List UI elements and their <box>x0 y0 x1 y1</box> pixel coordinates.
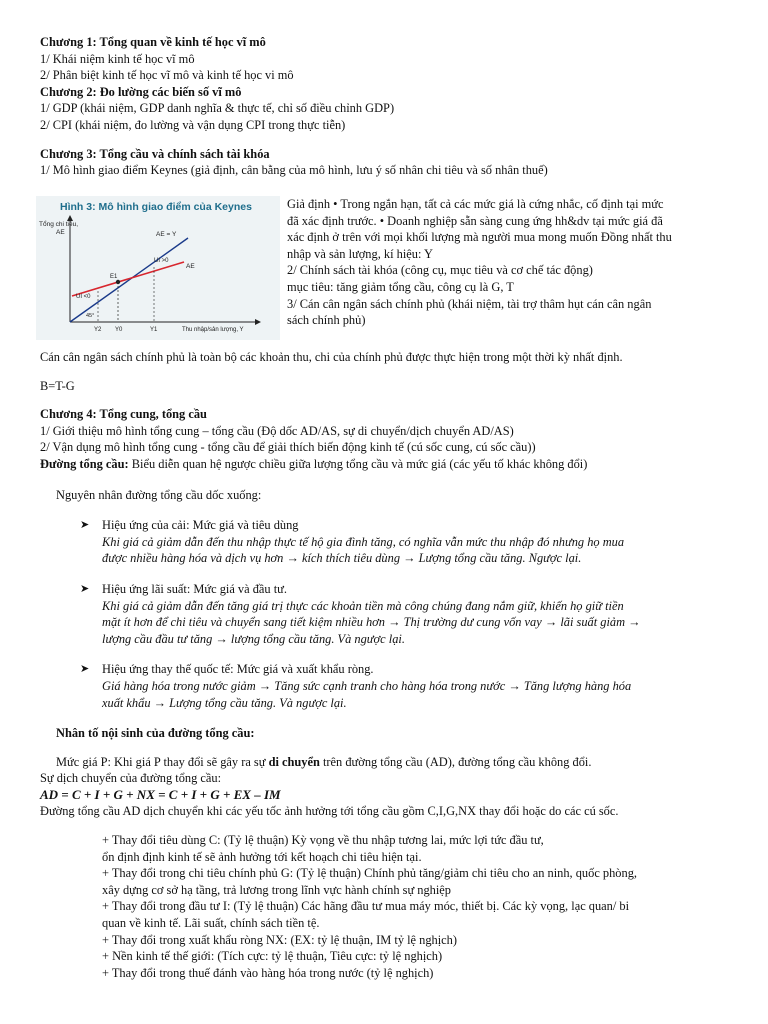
ad-curve-definition: Biểu diễn quan hệ ngược chiều giữa lượng tổng cầu và mức giá (các yếu tố khác không đổi) <box>128 456 588 471</box>
cause-heading: Nguyên nhân đường tổng cầu dốc xuống: <box>56 487 262 502</box>
keynes-side-text <box>287 196 737 329</box>
factor-line: + Thay đổi tiêu dùng C: (Tỷ lệ thuận) Kỳ vọng về thu nhập tương lai, mức lợi tức đầu tư, <box>102 833 544 848</box>
chapter-2-item: 2/ CPI (khái niệm, đo lường và vận dụng CPI trong thực tiễn) <box>40 117 346 132</box>
ad-formula: AD = C + I + G + NX = C + I + G + EX – IM <box>40 786 281 802</box>
effect-line: Khi giá cả giảm dẫn đến tăng giá trị thực các khoản tiền mà công chúng đang nắm giữ, khiến họ giữ tiền <box>102 598 624 613</box>
effect-line: được nhiều hàng hóa và dịch vụ hơn → kích thích tiêu dùng → Lượng tổng cầu tăng. Ngược lại. <box>102 551 582 566</box>
chapter-4-item: 2/ Vận dụng mô hình tổng cung - tổng cầu để giải thích biến động kinh tế (cú sốc cung, cú sốc cầu)) <box>40 440 536 455</box>
keynes-cross-chart <box>36 196 280 340</box>
side-line: mục tiêu: tăng giảm tổng cầu, công cụ là G, T <box>287 279 514 294</box>
chapter-1-item: 1/ Khái niệm kinh tế học vĩ mô <box>40 51 195 66</box>
chapter-3-item: 1/ Mô hình giao điểm Keynes (giả định, cân bằng của mô hình, lưu ý số nhân chi tiêu và số nhân thuế) <box>40 163 548 178</box>
figure-ylabel: Tổng chi tiêu, <box>39 221 79 228</box>
endogenous-heading: Nhân tố nội sinh của đường tổng cầu: <box>56 726 255 741</box>
side-line: sách chính phủ) <box>287 313 366 328</box>
side-line: Giả định • Trong ngắn hạn, tất cả các mức giá là cứng nhắc, cố định tại mức <box>287 197 664 211</box>
effect-line: Giá hàng hóa trong nước giảm → Tăng sức cạnh tranh cho hàng hóa trong nước → Tăng lượng hàng hóa <box>102 678 632 693</box>
effect-item <box>40 661 740 711</box>
effect-title: Hiệu ứng của cải: Mức giá và tiêu dùng <box>102 518 299 533</box>
effect-item <box>40 581 740 647</box>
chapter-2-item: 1/ GDP (khái niệm, GDP danh nghĩa & thực tế, chỉ số điều chỉnh GDP) <box>40 101 395 116</box>
effect-line: Khi giá cả giảm dẫn đến thu nhập thực tế hộ gia đình tăng, có nghĩa vẫn mức thu nhập đó nhưng họ mua <box>102 534 625 549</box>
label-xaxis: Thu nhập/sản lượng, Y <box>182 327 244 333</box>
effect-line: lượng cầu đầu tư tăng → lượng tổng cầu tăng. Và ngược lại. <box>102 631 405 646</box>
chapter-1-title: Chương 1: Tổng quan về kinh tế học vĩ mô <box>40 35 266 49</box>
arrow-bullet-icon: ➤ <box>80 519 90 532</box>
effect-item <box>40 517 740 567</box>
factor-line: + Thay đổi trong thuế đánh vào hàng hóa trong nước (tỷ lệ nghịch) <box>102 965 434 980</box>
label-ui-positive: UI >0 <box>154 258 169 264</box>
factor-line: + Nền kinh tế thế giới: (Tích cực: tỷ lệ thuận, Tiêu cực: tỷ lệ nghịch) <box>102 949 443 964</box>
label-angle: 45° <box>86 313 95 319</box>
factor-line: quan về kinh tế. Lãi suất, chính sách tiền tệ. <box>102 916 320 931</box>
side-line: nhập và sản lượng, kí hiệu: Y <box>287 246 433 261</box>
price-text-a: Mức giá P: Khi giá P thay đổi sẽ gây ra sự <box>56 754 269 769</box>
shift-definition: Đường tổng cầu AD dịch chuyển khi các yếu tốc ảnh hưởng tới tổng cầu gồm C,I,G,NX thay đổi hoặc do các cú sốc. <box>40 804 619 819</box>
chapter-3-title: Chương 3: Tổng cầu và chính sách tài khóa <box>40 146 270 161</box>
price-text-c: trên đường tổng cầu (AD), đường tổng cầu không đổi. <box>319 754 592 769</box>
effect-line: xuất khẩu → Lượng tổng cầu tăng. Và ngược lại. <box>102 695 347 710</box>
side-line: xác định ở trên với mọi khối lượng mà người mua mong muốn Đồng nhất thu <box>287 230 672 245</box>
chapter-4-section <box>40 349 740 981</box>
label-y2: Y2 <box>94 327 102 333</box>
label-ae-eq-y: AE = Y <box>156 231 177 238</box>
factor-line: + Thay đổi trong đầu tư I: (Tỷ lệ thuận) Các hãng đầu tư mua máy móc, thiết bị. Các kỳ vọng, lạc quan/ bi <box>102 899 630 914</box>
chapter-2-title: Chương 2: Đo lường các biến số vĩ mô <box>40 84 242 99</box>
effect-line: mặt ít hơn để chi tiêu và chuyển sang tiết kiệm nhiều hơn → Thị trường dư cung vốn vay → lãi suất giảm → <box>102 615 641 630</box>
top-section <box>40 34 740 179</box>
budget-formula: B=T-G <box>40 378 75 393</box>
price-text-b: di chuyển <box>268 754 320 769</box>
chapter-4-title: Chương 4: Tổng cung, tổng cầu <box>40 407 207 422</box>
label-ui-negative: UI <0 <box>76 294 91 300</box>
effect-title: Hiệu ứng thay thế quốc tế: Mức giá và xuất khẩu ròng. <box>102 662 374 677</box>
ad-curve-label: Đường tổng cầu: <box>40 456 129 471</box>
budget-definition: Cán cân ngân sách chính phủ là toàn bộ các khoản thu, chi của chính phủ được thực hiện trong một thời kỳ nhất định. <box>40 350 623 364</box>
chapter-4-item: 1/ Giới thiệu mô hình tổng cung – tổng cầu (Độ dốc AD/AS, sự di chuyển/dịch chuyển AD/AS) <box>40 423 514 438</box>
arrow-bullet-icon: ➤ <box>80 663 90 676</box>
factor-line: + Thay đổi trong xuất khẩu ròng NX: (EX: tỷ lệ thuận, IM tỷ lệ nghịch) <box>102 932 458 947</box>
label-y1: Y1 <box>150 327 158 333</box>
effect-title: Hiệu ứng lãi suất: Mức giá và đầu tư. <box>102 581 287 596</box>
factor-line: xây dựng cơ sở hạ tầng, trả lương trong lĩnh vực hành chính sự nghiệp <box>102 882 451 897</box>
side-line: 2/ Chính sách tài khóa (công cụ, mục tiêu và cơ chế tác động) <box>287 263 593 278</box>
side-line: 3/ Cán cân ngân sách chính phủ (khái niệm, tài trợ thâm hụt cán cân ngân <box>287 296 652 311</box>
factor-line: ổn định định kinh tế sẽ ảnh hưởng tới kết hoạch chi tiêu hiện tại. <box>102 849 422 864</box>
price-line <box>40 754 740 771</box>
chapter-1-item: 2/ Phân biệt kinh tế học vĩ mô và kinh tế học vi mô <box>40 68 294 83</box>
arrow-bullet-icon: ➤ <box>80 582 90 595</box>
label-e1: E1 <box>110 274 118 280</box>
factor-line: + Thay đổi trong chi tiêu chính phủ G: (Tỷ lệ thuận) Chính phủ tăng/giảm chi tiêu cho an ninh, quốc phòng, <box>102 866 637 881</box>
keynes-cross-figure <box>36 196 280 340</box>
label-y0: Y0 <box>115 327 123 333</box>
side-line: đã xác định trước. • Doanh nghiệp sẵn sàng cung ứng hh&dv tại mức giá đã <box>287 213 663 228</box>
figure-ylabel-ae: AE <box>56 229 65 236</box>
figure-title: Hình 3: Mô hình giao điểm của Keynes <box>60 201 252 213</box>
label-ae: AE <box>186 263 195 270</box>
shift-heading: Sự dịch chuyển của đường tổng cầu: <box>40 771 222 786</box>
